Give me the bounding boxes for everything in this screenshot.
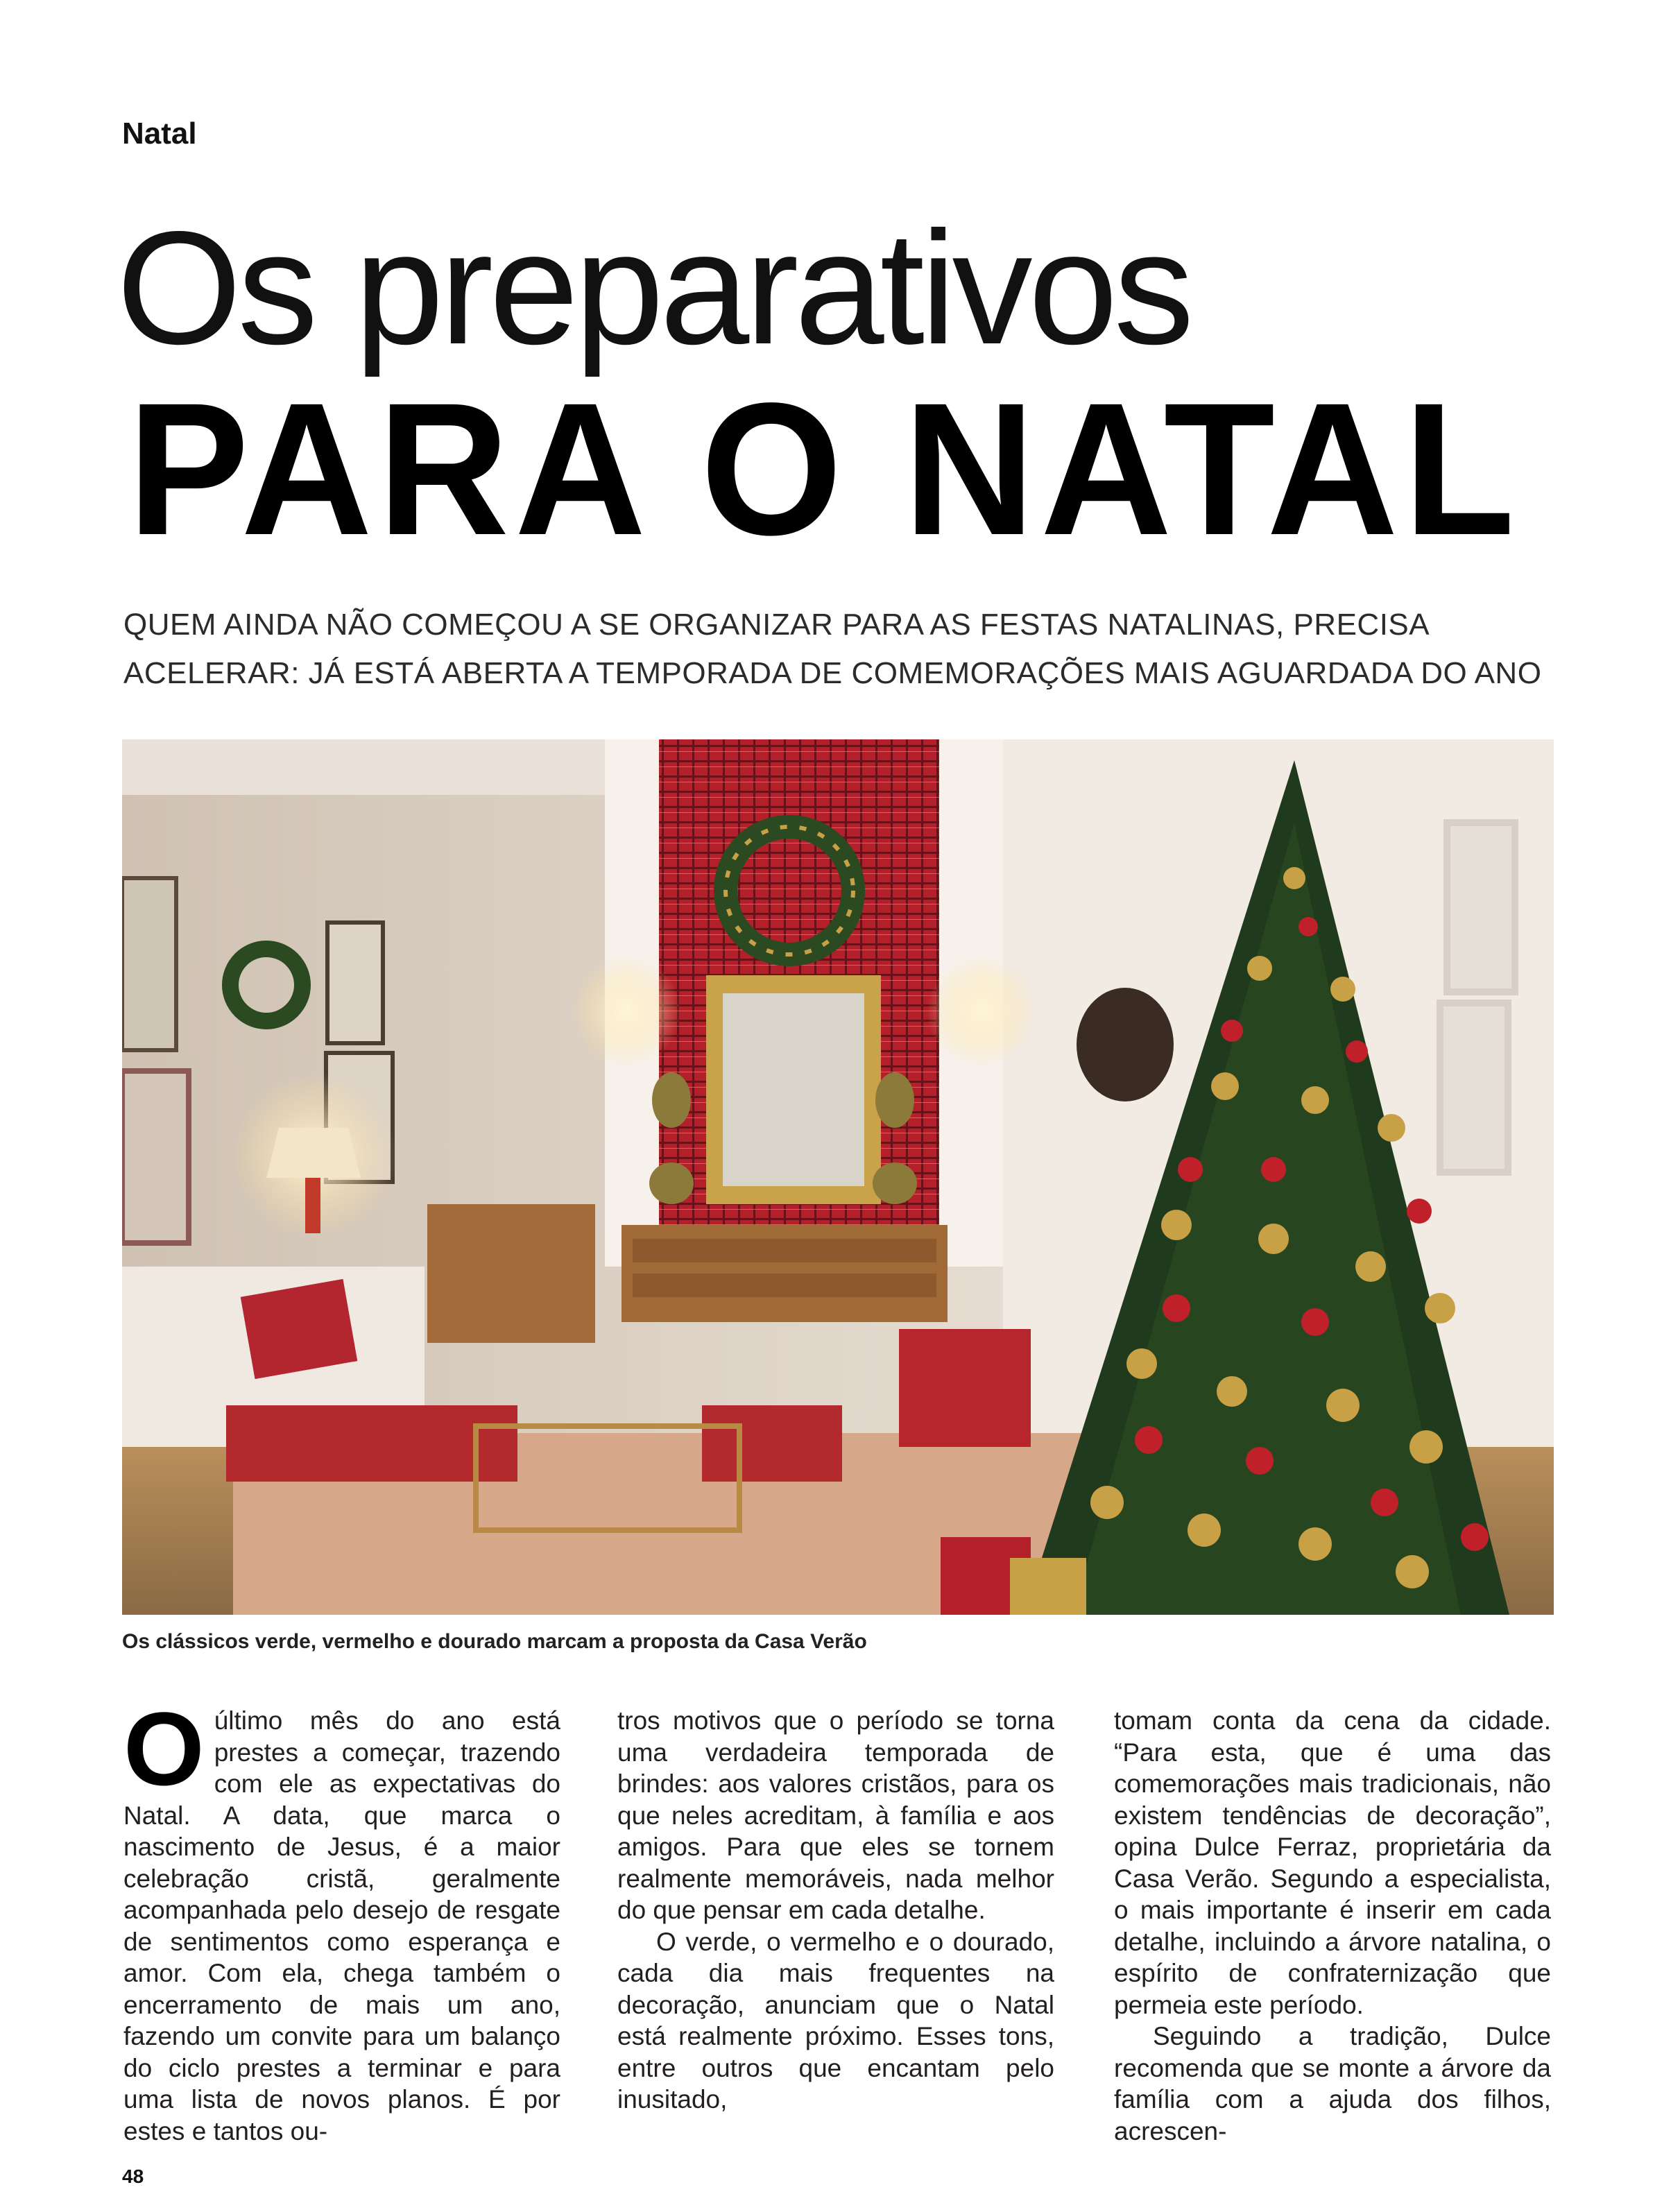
section-tag: Natal bbox=[122, 117, 197, 151]
title-line-2: PARA O NATAL bbox=[128, 363, 1520, 574]
photo-illustration bbox=[122, 739, 1554, 1615]
body-paragraph bbox=[123, 1690, 560, 2147]
body-paragraph: Seguindo a tradição, Dulce recomenda que se monte a árvore da família com a ajuda dos filhos, acrescen- bbox=[1114, 2022, 1551, 2145]
article-deck bbox=[123, 601, 1552, 698]
deck-line-2: ACELERAR: JÁ ESTÁ ABERTA A TEMPORADA DE COMEMORAÇÕES MAIS AGUARDADA DO ANO bbox=[123, 656, 1542, 690]
deck-line-1: QUEM AINDA NÃO COMEÇOU A SE ORGANIZAR PARA AS FESTAS NATALINAS, PRECISA bbox=[123, 608, 1430, 642]
body-column-1 bbox=[123, 1690, 560, 2147]
drop-cap: O bbox=[123, 1690, 205, 1807]
body-paragraph: tomam conta da cena da cidade. “Para esta, que é uma das comemorações mais tradicionais, não existem tendências de decoração”, opina Dulce Ferraz, proprietária da Casa Verão. Segundo a especialista, o mais importante é inserir em cada detalhe, incluindo a árvore natalina, o espírito de confraternização que permeia este período. bbox=[1114, 1706, 1551, 2019]
body-paragraph: O verde, o vermelho e o dourado, cada dia mais frequentes na decoração, anunciam que o Natal está realmente próximo. Esses tons, entre outros que encantam pelo inusitado, bbox=[617, 1927, 1054, 2114]
photo-caption: Os clássicos verde, vermelho e dourado marcam a proposta da Casa Verão bbox=[122, 1630, 867, 1653]
body-column-2 bbox=[617, 1705, 1054, 2116]
body-paragraph: tros motivos que o período se torna uma verdadeira temporada de brindes: aos valores cristãos, para os que neles acreditam, à família e aos amigos. Para que eles se tornem realmente memoráveis, nada melhor do que pensar em cada detalhe. bbox=[617, 1706, 1054, 1924]
christmas-living-room-photo bbox=[122, 739, 1554, 1615]
paragraph-text: último mês do ano está prestes a começar, trazendo com ele as expectativas do Natal. A data, que marca o nascimento de Jesus, é a maior celebração cristã, geralmente acompanhada pelo desejo de resgate de sentimentos como esperança e amor. Com ela, chega também o encerramento de mais um ano, fazendo um convite para um balanço do ciclo prestes a terminar e para uma lista de novos planos. É por estes e tantos ou- bbox=[123, 1706, 560, 2145]
page-number: 48 bbox=[122, 2166, 144, 2187]
title-line-1: Os preparativos bbox=[117, 198, 1190, 378]
body-column-3 bbox=[1114, 1705, 1551, 2147]
